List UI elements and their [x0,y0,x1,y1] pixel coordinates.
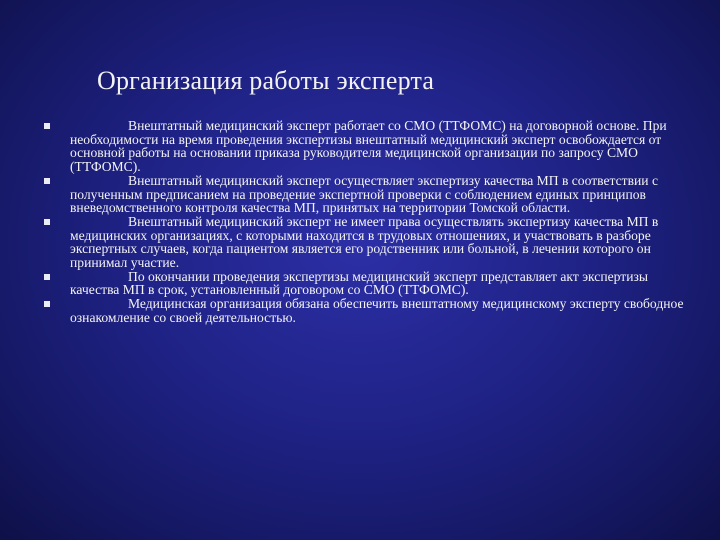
list-item [42,215,687,270]
bullet-list [42,119,687,325]
list-item [42,297,687,324]
bullet-text: Внештатный медицинский эксперт работает со СМО (ТТФОМС) на договорной основе. При необходимости на время проведения экспертизы внештатный медицинский эксперт освобождается от основной работы на основании приказа руководителя медицинской организации по запросу СМО (ТТФОМС). [70,118,667,175]
list-item [42,119,687,174]
list-item [42,174,687,215]
bullet-text: Медицинская организация обязана обеспечить внештатному медицинскому эксперту свободное ознакомление со своей деятельностью. [70,296,684,325]
square-bullet-icon [44,274,50,280]
square-bullet-icon [44,123,50,129]
list-item [42,270,687,297]
slide-title: Организация работы эксперта [97,66,435,95]
square-bullet-icon [44,219,50,225]
bullet-text: Внештатный медицинский эксперт не имеет права осуществлять экспертизу качества МП в медицинских организациях, с которыми находится в трудовых отношениях, и участвовать в разборе экспертных случаев, когда пациентом является его родственник или больной, в лечении которого он принимал участие. [70,213,659,271]
square-bullet-icon [44,301,50,307]
bullet-text: Внештатный медицинский эксперт осуществляет экспертизу качества МП в соответствии с полученным предписанием на проведение экспертной проверки с соблюдением единых принципов вневедомственного контроля качества МП, принятых на территории Томской области. [70,172,659,216]
bullet-text: По окончании проведения экспертизы медицинский эксперт представляет акт экспертизы качества МП в срок, установленный договором со СМО (ТТФОМС). [70,268,648,298]
square-bullet-icon [44,178,50,184]
